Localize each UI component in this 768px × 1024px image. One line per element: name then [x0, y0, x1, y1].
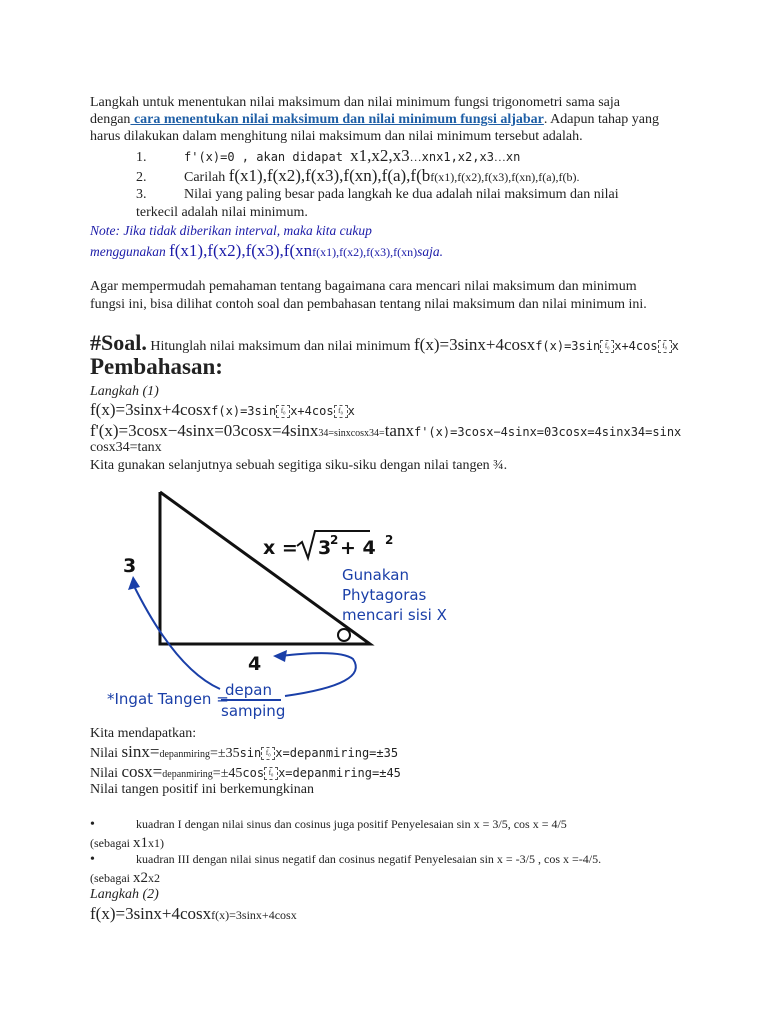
- note-line-1: Note: Jika tidak diberikan interval, maka kita cukup: [90, 223, 372, 238]
- result-sin-mono-b: x=depanmiring=±35: [275, 746, 399, 760]
- result-cos-mono-b: x=depanmiring=±45: [278, 766, 401, 780]
- arrow-head-3: [128, 576, 140, 590]
- step-1-xn2: xn: [505, 150, 521, 164]
- bullet-2-sub-c: x2: [147, 871, 160, 885]
- intro-line-3: harus dilakukan dalam menghitung nilai maksimum dan nilai minimum tersebut adalah.: [90, 129, 583, 144]
- note-line-2: [90, 241, 443, 261]
- bullet-1-text: kuadran I dengan nilai sinus dan cosinus juga positif Penyelesaian sin x = 3/5, cos x = 4/5: [136, 817, 567, 831]
- bullet-dot-icon: •: [90, 817, 95, 832]
- step-2-num: 2.: [136, 170, 147, 185]
- step-2: [136, 167, 580, 186]
- sqrt-exp-b: 2: [385, 533, 394, 547]
- result-sin-small: depanmiring: [159, 749, 210, 760]
- result-sin-mono-a: sin: [239, 746, 262, 760]
- sqrt-a: 3: [318, 537, 332, 559]
- aljabar-link[interactable]: cara menentukan nilai maksimum dan nilai minimum fungsi aljabar: [130, 112, 544, 127]
- note-suffix: saja.: [417, 244, 443, 259]
- langkah1-f1: [90, 400, 355, 420]
- note-line-1: Gunakan: [342, 566, 409, 584]
- step-3-text: Nilai yang paling besar pada langkah ke dua adalah nilai maksimum dan nilai: [184, 187, 619, 202]
- sqrt-exp-a: 2: [330, 533, 339, 547]
- arrow-to-4: [280, 653, 356, 696]
- glyph-box-icon: f₀: [276, 405, 290, 418]
- frac-bottom: samping: [221, 702, 286, 720]
- step-3: [136, 186, 619, 203]
- glyph-box-icon: f₀: [261, 747, 275, 760]
- result-cos-small: depanmiring: [162, 769, 213, 780]
- arrow-to-3: [133, 584, 220, 689]
- para2-line-1: Agar mempermudah pemahaman tentang bagaimana cara mencari nilai maksimum dan minimum: [90, 279, 637, 294]
- result-sin-main: sinx=: [121, 742, 160, 761]
- langkah1-f1-mono-c: x: [347, 404, 355, 418]
- step-2-text: Carilah: [184, 170, 229, 185]
- glyph-box-icon: f₀: [264, 767, 278, 780]
- bullet-1-sub: [90, 835, 164, 852]
- bullet-2-sub-a: (sebagai: [90, 871, 133, 885]
- bullet-1-sub-a: (sebagai: [90, 836, 133, 850]
- note-line-2: Phytagoras: [342, 586, 427, 604]
- para2-line-2: fungsi ini, bisa dilihat contoh soal dan pembahasan tentang nilai maksimum dan nilai minimum ini.: [90, 297, 647, 312]
- hyp-label: x =: [263, 537, 298, 559]
- langkah1-f2: [90, 421, 681, 441]
- note-formula: f(x1),f(x2),f(x3),f(xn: [169, 241, 313, 260]
- step-2-formula-small: f(x1),f(x2),f(x3),f(xn),f(a),f(b).: [430, 170, 580, 184]
- intro-line-1: Langkah untuk menentukan nilai maksimum dan nilai minimum fungsi trigonometri sama saja: [90, 95, 620, 110]
- result-cos-main: cosx=: [121, 762, 163, 781]
- result-cos-mono-a: cos: [242, 766, 265, 780]
- langkah1-f1-mono-a: f(x)=3sin: [211, 404, 277, 418]
- glyph-box-icon: f₀: [600, 340, 614, 353]
- intro-line-2-prefix: dengan: [90, 112, 131, 127]
- step-1-x: x1,x2,x3: [350, 146, 410, 165]
- step-2-formula: f(x1),f(x2),f(x3),f(xn),f(a),f(b: [228, 166, 431, 185]
- intro-line-2: [90, 111, 659, 128]
- result-sin-mid: =±35: [209, 746, 240, 761]
- result-cos-mid: =±45: [212, 766, 243, 781]
- soal-text: Hitunglah nilai maksimum dan nilai minimum: [146, 339, 415, 354]
- glyph-box-icon: f₀: [334, 405, 348, 418]
- step-1-num: 1.: [136, 150, 147, 165]
- side-bottom-label: 4: [248, 653, 262, 675]
- soal-line: [90, 330, 679, 356]
- langkah1-f3: cosx34=tanx: [90, 440, 162, 455]
- note-formula-small: f(x1),f(x2),f(x3),f(xn): [312, 245, 418, 259]
- langkah2-f1-main: f(x)=3sinx+4cosx: [90, 904, 212, 923]
- glyph-box-icon: f₀: [658, 340, 672, 353]
- result-line-4: Nilai tangen positif ini berkemungkinan: [90, 782, 314, 797]
- frac-top: depan: [225, 681, 272, 699]
- bullet-2-sub: [90, 870, 160, 887]
- soal-formula: f(x)=3sinx+4cosx: [414, 335, 536, 354]
- note-prefix: menggunakan: [90, 244, 170, 259]
- langkah1-f1-mono-b: x+4cos: [290, 404, 334, 418]
- step-1-dots: …: [409, 150, 422, 164]
- bullet-1-sub-c: x1): [147, 836, 164, 850]
- soal-mono-a: f(x)=3sin: [535, 339, 601, 353]
- triangle-figure: [95, 484, 475, 724]
- step-1-xn: xn: [421, 150, 437, 164]
- soal-mono-c: x: [671, 339, 679, 353]
- result-cos-prefix: Nilai: [90, 766, 122, 781]
- soal-mono-b: x+4cos: [614, 339, 658, 353]
- result-cos: [90, 762, 401, 782]
- side-vertical-label: 3: [123, 555, 137, 577]
- langkah2-label: Langkah (2): [90, 887, 159, 902]
- triangle-shape: [160, 492, 370, 644]
- step-3-num: 3.: [136, 187, 147, 202]
- langkah1-label: Langkah (1): [90, 384, 159, 399]
- sqrt-plus: + 4: [340, 537, 376, 559]
- langkah1-f1-main: f(x)=3sinx+4cosx: [90, 400, 212, 419]
- step-1-dots2: …: [493, 150, 506, 164]
- step-1-text: f'(x)=0 , akan didapat: [184, 150, 351, 164]
- langkah1-line: Kita gunakan selanjutnya sebuah segitiga siku-siku dengan nilai tangen ¾.: [90, 458, 508, 473]
- result-sin: [90, 742, 398, 762]
- soal-label: #Soal.: [90, 330, 147, 355]
- step-1-x2: x1,x2,x3: [436, 150, 494, 164]
- bullet-1-sub-b: x1: [132, 835, 148, 851]
- bullet-2-text: kuadran III dengan nilai sinus negatif dan cosinus negatif Penyelesaian sin x = -3/5 , cos x =-4/5.: [136, 852, 602, 866]
- langkah1-f2-main: f'(x)=3cosx−4sinx=03cosx=4sinx: [90, 421, 319, 440]
- langkah1-f2-small: 34=sinxcosx34=: [318, 428, 385, 439]
- langkah2-f1: [90, 904, 297, 924]
- result-line-1: Kita mendapatkan:: [90, 726, 197, 741]
- step-1: [136, 147, 520, 166]
- arrow-head-4: [273, 650, 287, 662]
- step-3-cont: terkecil adalah nilai minimum.: [136, 205, 308, 220]
- bullet-dot-icon: •: [90, 852, 95, 867]
- note-line-3: mencari sisi X: [342, 606, 447, 624]
- pembahasan-heading: Pembahasan:: [90, 354, 223, 379]
- angle-marker: [338, 629, 350, 641]
- result-sin-prefix: Nilai: [90, 746, 122, 761]
- intro-line-2-suffix: . Adapun tahap yang: [543, 112, 659, 127]
- tangen-label: *Ingat Tangen =: [107, 690, 229, 708]
- langkah1-f2-mono: f'(x)=3cosx−4sinx=03cosx=4sinx34=sinx: [413, 425, 682, 439]
- langkah1-f2-tan: tanx: [384, 421, 414, 440]
- bullet-2-sub-b: x2: [132, 870, 148, 886]
- langkah2-f1-small: f(x)=3sinx+4cosx: [211, 908, 297, 922]
